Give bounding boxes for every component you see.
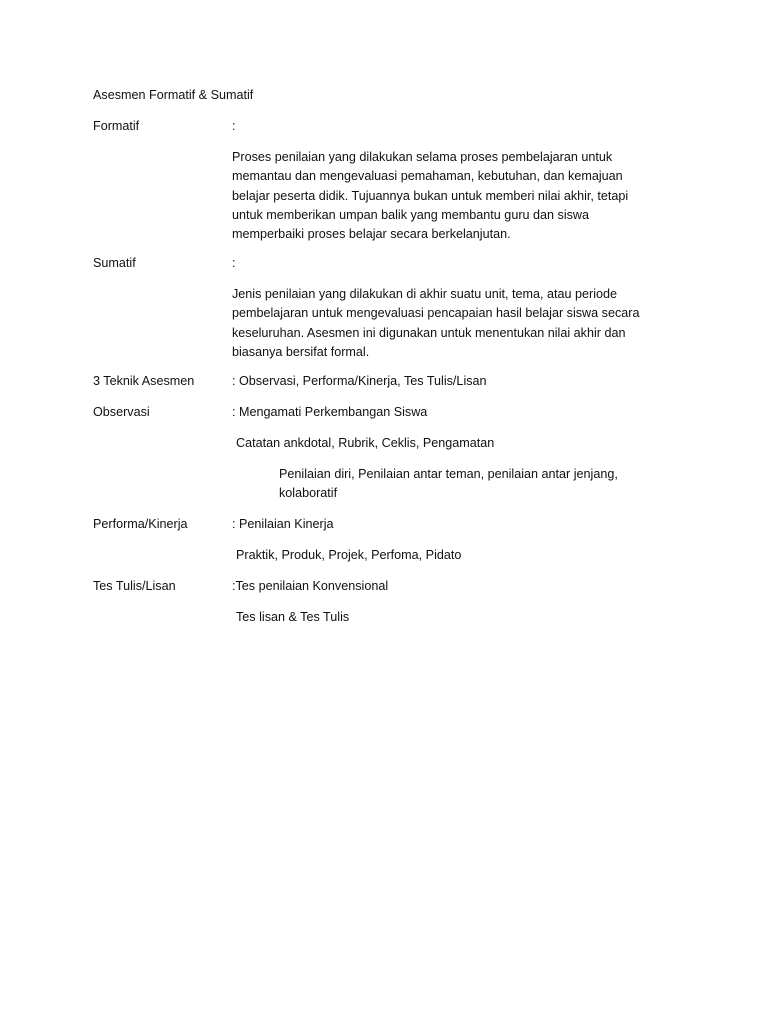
observasi-label: Observasi: [93, 405, 150, 419]
tes-items: Tes lisan & Tes Tulis: [236, 610, 350, 624]
sumatif-colon: :: [232, 256, 236, 270]
teknik-label: 3 Teknik Asesmen: [93, 374, 195, 388]
performa-value: : Penilaian Kinerja: [232, 517, 334, 531]
formatif-label: Formatif: [93, 119, 140, 133]
sumatif-definition: Jenis penilaian yang dilakukan di akhir suatu unit, tema, atau periode pembelajaran untuk mengevaluasi pencapaian hasil belajar siswa secara keseluruhan. Asesmen ini digunakan untuk menentukan nilai akhir dan biasanya bersifat formal.: [232, 287, 640, 359]
observasi-tools: Catatan ankdotal, Rubrik, Ceklis, Pengamatan: [236, 436, 495, 450]
performa-items: Praktik, Produk, Projek, Perfoma, Pidato: [236, 548, 462, 562]
tes-value: :Tes penilaian Konvensional: [232, 579, 389, 593]
formatif-colon: :: [232, 119, 236, 133]
document-title: Asesmen Formatif & Sumatif: [93, 88, 254, 102]
formatif-definition: Proses penilaian yang dilakukan selama proses pembelajaran untuk memantau dan mengevaluasi pemahaman, kebutuhan, dan kemajuan belajar peserta didik. Tujuannya bukan untuk memberi nilai akhir, tetapi untuk memberikan umpan balik yang membantu guru dan siswa memperbaiki proses belajar secara berkelanjutan.: [232, 150, 629, 242]
tes-label: Tes Tulis/Lisan: [93, 579, 176, 593]
performa-label: Performa/Kinerja: [93, 517, 188, 531]
teknik-value: : Observasi, Performa/Kinerja, Tes Tulis/Lisan: [232, 374, 487, 388]
observasi-assessments: Penilaian diri, Penilaian antar teman, penilaian antar jenjang, kolaboratif: [279, 467, 618, 501]
observasi-value: : Mengamati Perkembangan Siswa: [232, 405, 428, 419]
sumatif-label: Sumatif: [93, 256, 136, 270]
